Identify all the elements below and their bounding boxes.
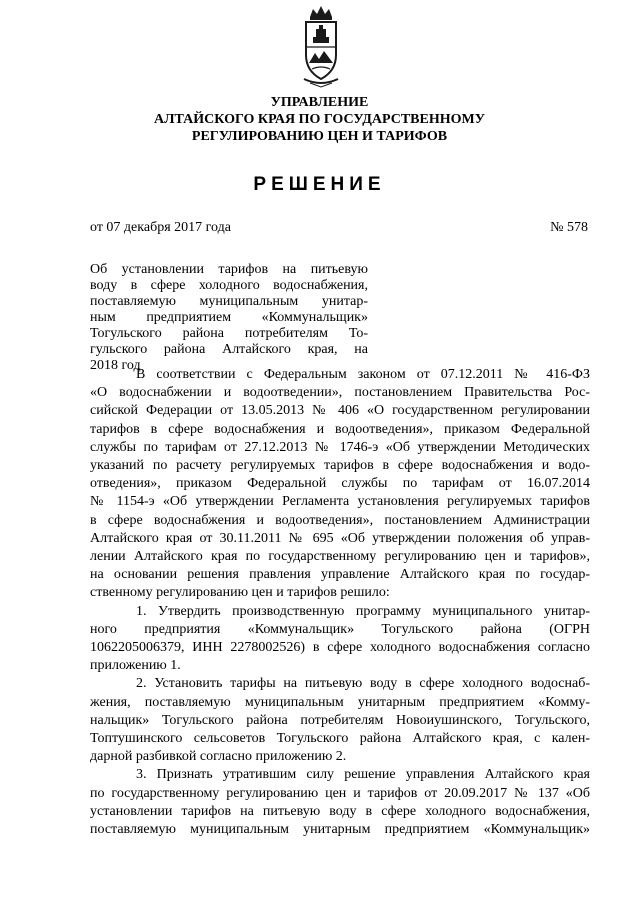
decree-title: РЕШЕНИЕ (253, 174, 386, 195)
body-line: Алтайского края от 30.11.2011 № 695 «Об утверждении положения об управ- (90, 530, 590, 546)
body-line: по государственному регулированию цен и тарифов от 20.09.2017 № 137 «Об (90, 785, 590, 801)
subject-line: гульского района Алтайского края, на (90, 342, 368, 357)
subject-line: поставляемую муниципальным унитар- (90, 294, 368, 309)
body-line: Топтушинского сельсоветов Тогульского района Алтайского края, с кален- (90, 731, 590, 747)
body-line: № 1154-э «Об утверждении Регламента установления регулируемых тарифов (90, 494, 590, 510)
agency-line-2: АЛТАЙСКОГО КРАЯ ПО ГОСУДАРСТВЕННОМУ (154, 112, 485, 127)
body-line: «О водоснабжении и водоотведении», постановлением Правительства Рос- (90, 385, 590, 401)
body-line: в сфере водоснабжения и водоотведения», постановлением Администрации (90, 512, 590, 528)
body-line: жения, поставляемую муниципальным унитарным предприятием «Комму- (90, 694, 590, 710)
body-line: лении Алтайского края по государственному регулированию цен и тарифов», (90, 549, 590, 565)
body-line: ного предприятия «Коммунальщик» Тогульского района (ОГРН (90, 621, 590, 637)
body-line: отведения», приказом Федеральной службы по тарифам от 16.07.2014 (90, 476, 590, 492)
item-1-paragraph (90, 603, 590, 676)
subject-line: воду в сфере холодного водоснабжения, (90, 278, 368, 293)
body-line: на основании решения правления управление Алтайского края по государ- (90, 567, 590, 583)
body-line: приложению 1. (90, 658, 181, 674)
body-line: сийской Федерации от 13.05.2013 № 406 «О государственном регулировании (90, 403, 590, 419)
body-line: службы по тарифам от 27.12.2013 № 1746-э «Об утверждении Методических (90, 439, 590, 455)
body-line: 2. Установить тарифы на питьевую воду в сфере холодного водоснаб- (136, 676, 590, 692)
body-line: поставляемую муниципальным унитарным предприятием «Коммунальщик» (90, 822, 590, 838)
body-line: указаний по расчету регулируемых тарифов в сфере водоснабжения и водо- (90, 458, 590, 474)
subject-line: Тогульского района потребителям То- (90, 326, 368, 341)
body-line: тарифов в сфере водоснабжения и водоотведения», приказом Федеральной (90, 421, 590, 437)
subject-line: 2018 год (90, 358, 141, 373)
body-line: дарной разбивкой согласно приложению 2. (90, 749, 347, 765)
decree-date: от 07 декабря 2017 года (90, 220, 231, 235)
agency-line-3: РЕГУЛИРОВАНИЮ ЦЕН И ТАРИФОВ (191, 129, 448, 144)
subject-line: Об установлении тарифов на питьевую (90, 262, 368, 277)
decree-number: № 578 (550, 220, 588, 235)
item-2-paragraph (90, 675, 590, 766)
agency-line-1: УПРАВЛЕНИЕ (270, 95, 369, 110)
body-line: 1062205006379, ИНН 2278002526) в сфере холодного водоснабжения согласно (90, 640, 590, 656)
body-line: нальщик» Тогульского района потребителям Новоиушинского, Тогульского, (90, 712, 590, 728)
decree-subject (90, 262, 368, 374)
body-line: 1. Утвердить производственную программу муниципального унитар- (136, 603, 590, 619)
body-line: 3. Признать утратившим силу решение управления Алтайского края (136, 767, 590, 783)
coat-of-arms-icon (302, 3, 340, 89)
preamble-paragraph (90, 366, 590, 603)
item-3-paragraph (90, 766, 590, 839)
decree-body (90, 366, 590, 839)
subject-line: ным предприятием «Коммунальщик» (90, 310, 368, 325)
body-line: ственному регулированию цен и тарифов решило: (90, 585, 390, 601)
body-line: установлении тарифов на питьевую воду в сфере холодного водоснабжения, (90, 803, 590, 819)
body-line: В соответствии с Федеральным законом от 07.12.2011 № 416-ФЗ (136, 367, 590, 382)
agency-name (0, 94, 639, 145)
